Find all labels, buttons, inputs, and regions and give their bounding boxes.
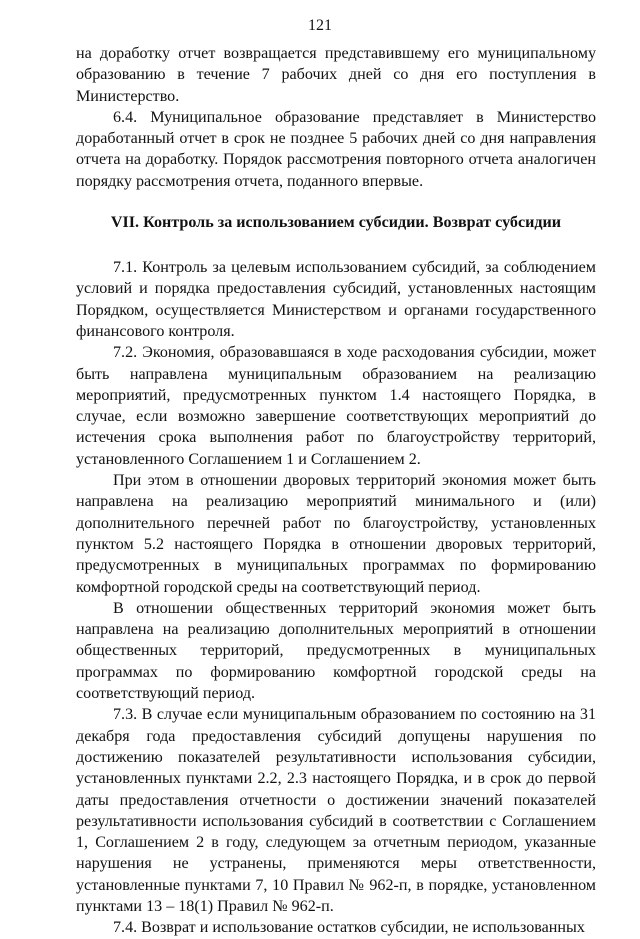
paragraph-public-territories: В отношении общественных территорий экономия может быть направлена на реализацию дополнительных мероприятий в отношении общественных территорий, предусмотренных в муниципальных программах по формированию комфортной городской среды на соответствующий период. <box>76 599 596 703</box>
paragraph-7-3: 7.3. В случае если муниципальным образованием по состоянию на 31 декабря года предоставления субсидий допущены нарушения по достижению показателей результативности использования субсидии, установленных пунктами 2.2, 2.3 настоящего Порядка, и в срок до первой даты предоставления отчетности о достижении значений показателей результативности использования субсидий в соответствии с Соглашением 1, Соглашением 2 в году, следующем за отчетным периодом, указанные нарушения не устранены, применяются меры ответственности, установленные пунктами 7, 10 Правил № 962-п, в порядке, установленном пунктами 13 – 18(1) Правил № 962-п. <box>76 706 596 915</box>
section-heading: VII. Контроль за использованием субсидии. Возврат субсидии <box>110 214 562 232</box>
document-body <box>76 43 596 939</box>
paragraph-7-4: 7.4. Возврат и использование остатков субсидии, не использованных <box>113 919 585 937</box>
paragraph-6-4: 6.4. Муниципальное образование представляет в Министерство доработанный отчет в срок не позднее 5 рабочих дней со дня направления отчета на доработку. Порядок рассмотрения повторного отчета аналогичен порядку рассмотрения отчета, поданного впервые. <box>76 108 596 190</box>
paragraph-continuation: на доработку отчет возвращается представившему его муниципальному образованию в течение 7 рабочих дней со дня его поступления в Министерство. <box>76 45 596 105</box>
paragraph-7-1: 7.1. Контроль за целевым использованием субсидий, за соблюдением условий и порядка предоставления субсидий, установленных настоящим Порядком, осуществляется Министерством и органами государственного финансового контроля. <box>76 259 596 340</box>
page-number: 121 <box>308 17 332 34</box>
paragraph-yard-territories: При этом в отношении дворовых территорий экономия может быть направлена на реализацию мероприятий минимального и (или) дополнительного перечней работ по благоустройству, установленных пунктом 5.2 настоящего Порядка в отношении дворовых территорий, предусмотренных в муниципальных программах по формированию комфортной городской среды на соответствующий период. <box>76 472 596 596</box>
paragraph-7-2: 7.2. Экономия, образовавшаяся в ходе расходования субсидии, может быть направлена муниципальным образованием на реализацию мероприятий, предусмотренных пунктом 1.4 настоящего Порядка, в случае, если возможно завершение соответствующих мероприятий до истечения срока выполнения работ по благоустройству территорий, установленного Соглашением 1 и Соглашением 2. <box>76 344 596 468</box>
